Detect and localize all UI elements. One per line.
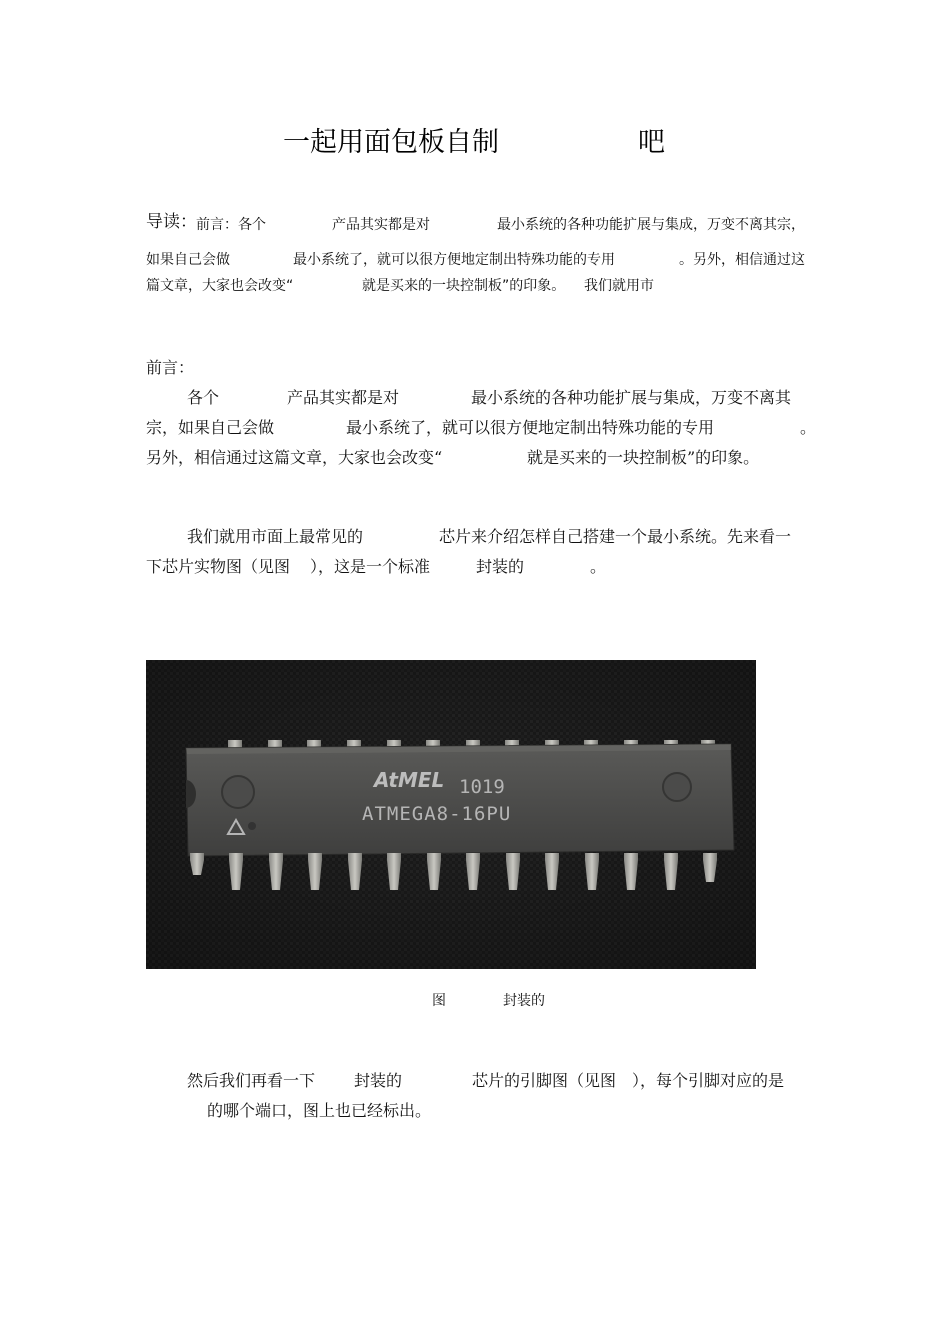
lead-line1-a: 前言：各个 [196, 217, 266, 233]
lead-line1-c: 最小系统的各种功能扩展与集成，万变不离其宗， [497, 217, 805, 233]
para3-line1-c: 芯片的引脚图（见图 [472, 1071, 617, 1090]
para2-line2-b: ），这是一个标准 [310, 557, 431, 576]
para1-line3-b: 就是买来的一块控制板”的印象。 [527, 448, 760, 467]
lead-label: 导读： [146, 212, 197, 232]
figure-caption-a: 图 [432, 993, 446, 1009]
para1-line3-a: 另外，相信通过这篇文章，大家也会改变“ [146, 448, 443, 467]
para2-line2-d: 。 [590, 557, 607, 576]
lead-line2-b: 最小系统了，就可以很方便地定制出特殊功能的专用 [293, 252, 615, 268]
para3-line1-b: 封装的 [354, 1071, 403, 1090]
para3-line1-a: 然后我们再看一下 [187, 1071, 316, 1090]
para3-line1-d: ），每个引脚对应的是 [632, 1071, 785, 1090]
chip-model: ATMEGA8-16PU [362, 803, 512, 825]
para1-line2-b: 最小系统了，就可以很方便地定制出特殊功能的专用 [346, 418, 715, 437]
chip-photo [146, 660, 756, 969]
chip-code: 1019 [459, 776, 505, 798]
para2-line2-c: 封装的 [476, 557, 525, 576]
para2-line2-a: 下芯片实物图（见图 [146, 557, 291, 576]
lead-line3-a: 篇文章，大家也会改变“ [146, 278, 294, 294]
para2-line1-a: 我们就用市面上最常见的 [187, 527, 364, 546]
figure-caption-b: 封装的 [503, 993, 545, 1009]
page-title-part1: 一起用面包板自制 [283, 127, 499, 158]
lead-line3-b: 就是买来的一块控制板”的印象。 [362, 278, 566, 294]
lead-line1-b: 产品其实都是对 [332, 217, 430, 233]
para1-line1-a: 各个 [187, 388, 220, 407]
lead-line2-c: 。另外，相信通过这 [679, 252, 805, 268]
para2-line1-b: 芯片来介绍怎样自己搭建一个最小系统。先来看一 [439, 527, 792, 546]
para3-line2: 的哪个端口，图上也已经标出。 [207, 1101, 432, 1120]
para1-line1-c: 最小系统的各种功能扩展与集成，万变不离其 [471, 388, 792, 407]
lead-line3-c: 我们就用市 [584, 278, 654, 294]
para1-line2-a: 宗，如果自己会做 [146, 418, 275, 437]
para1-line2-c: 。 [800, 418, 817, 437]
lead-line2-a: 如果自己会做 [146, 252, 230, 268]
section-heading: 前言： [146, 358, 195, 377]
chip-logo: AtMEL [374, 768, 445, 792]
page-title-part2: 吧 [638, 127, 665, 158]
para1-line1-b: 产品其实都是对 [287, 388, 400, 407]
